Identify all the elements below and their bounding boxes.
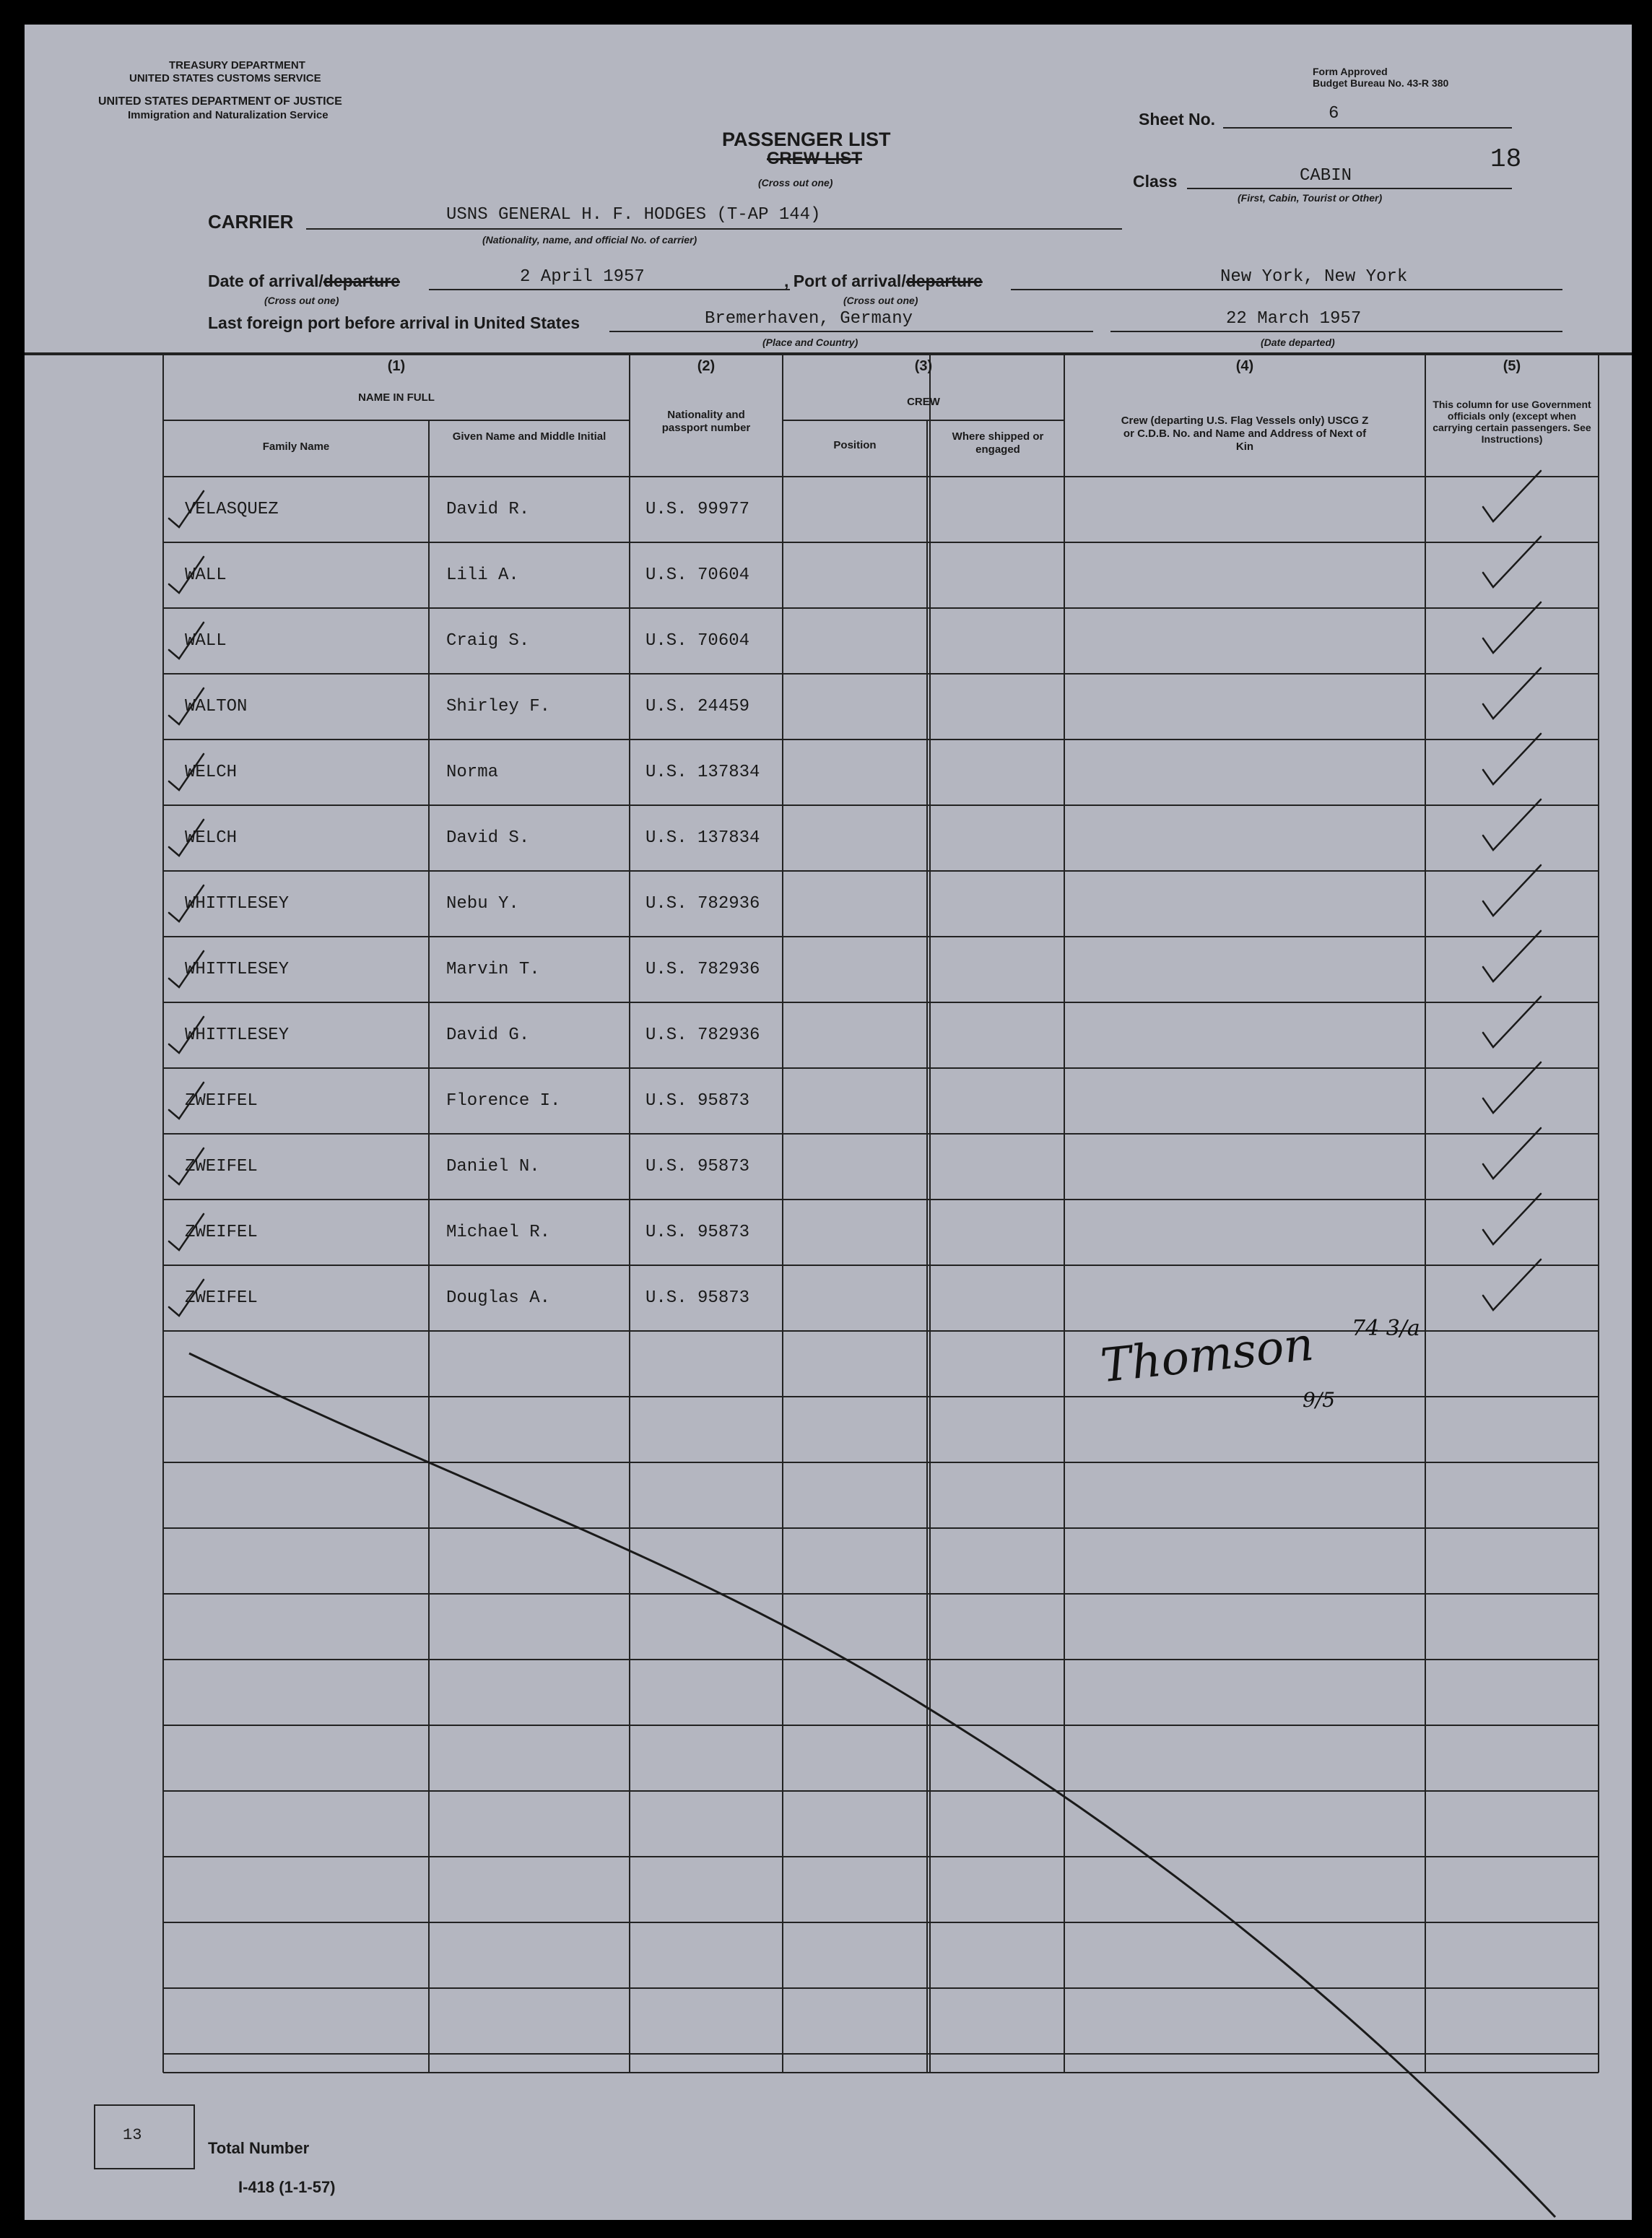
given-name: David G.	[446, 1025, 530, 1045]
official-check-mark	[1483, 865, 1541, 916]
col1-family: Family Name	[262, 441, 330, 453]
passport-number: U.S. 137834	[645, 763, 760, 782]
col3-title: CREW	[907, 396, 940, 408]
family-name: WELCH	[185, 763, 238, 782]
carrier-label: CARRIER	[208, 211, 294, 233]
table-grid	[25, 25, 1632, 2220]
cancel-diagonal	[189, 1353, 1555, 2217]
given-name: Shirley F.	[446, 697, 551, 716]
total-label: Total Number	[208, 2139, 310, 2157]
passenger-list-title: PASSENGER LIST	[722, 129, 891, 150]
last-port-value: Bremerhaven, Germany	[705, 309, 913, 329]
total-box	[94, 2104, 195, 2169]
passport-number: U.S. 782936	[645, 894, 760, 914]
official-check-mark	[1483, 1128, 1541, 1179]
passport-number: U.S. 95873	[645, 1091, 750, 1111]
customs-heading: UNITED STATES CUSTOMS SERVICE	[129, 72, 321, 84]
passport-number: U.S. 95873	[645, 1223, 750, 1242]
passport-number: U.S. 70604	[645, 631, 750, 651]
given-name: Florence I.	[446, 1091, 561, 1111]
budget-bureau: Budget Bureau No. 43-R 380	[1313, 77, 1449, 89]
passport-number: U.S. 70604	[645, 565, 750, 585]
date-arrival-label: Date of arrival/departure	[208, 272, 400, 290]
departed-hint: (Date departed)	[1261, 337, 1335, 348]
given-name: David S.	[446, 828, 530, 848]
col5-title: This column for use Government officials only (except when carrying certain passengers. See Instructions)	[1433, 399, 1591, 445]
col3-position: Position	[833, 439, 877, 451]
justice-heading: UNITED STATES DEPARTMENT OF JUSTICE	[98, 95, 342, 108]
family-name: WALL	[185, 631, 227, 651]
crew-list-title: CREW LIST	[767, 149, 862, 168]
col1-given: Given Name and Middle Initial	[452, 430, 607, 443]
official-check-mark	[1483, 1259, 1541, 1310]
official-check-mark	[1483, 602, 1541, 653]
family-name: ZWEIFEL	[185, 1091, 258, 1111]
family-name: ZWEIFEL	[185, 1157, 258, 1176]
passport-number: U.S. 782936	[645, 1025, 760, 1045]
note-bottom: 9/5	[1303, 1388, 1336, 1412]
official-check-mark	[1483, 931, 1541, 981]
treasury-heading: TREASURY DEPARTMENT	[169, 59, 305, 71]
given-name: David R.	[446, 500, 530, 519]
page-mark: 18	[1490, 144, 1522, 174]
family-name: WELCH	[185, 828, 238, 848]
class-hint: (First, Cabin, Tourist or Other)	[1238, 192, 1383, 204]
last-port-label: Last foreign port before arrival in United States	[208, 313, 581, 332]
form-approved: Form Approved	[1313, 66, 1388, 77]
passport-number: U.S. 782936	[645, 960, 760, 979]
sheet-label: Sheet No.	[1139, 110, 1216, 129]
col3-shipped: Where shipped or engaged	[952, 430, 1044, 456]
passport-number: U.S. 95873	[645, 1288, 750, 1308]
port-arrival-label: , Port of arrival/departure	[784, 272, 983, 290]
col4-number: (4)	[1235, 358, 1254, 374]
port-arrival-hint: (Cross out one)	[843, 295, 918, 306]
class-label: Class	[1133, 172, 1178, 191]
signature: Thomson	[1097, 1317, 1316, 1394]
family-name: WALTON	[185, 697, 248, 716]
official-check-mark	[1483, 1062, 1541, 1113]
date-arrival-hint: (Cross out one)	[264, 295, 339, 306]
family-name: WHITTLESEY	[185, 960, 290, 979]
family-name: WHITTLESEY	[185, 1025, 290, 1045]
official-check-mark	[1483, 471, 1541, 521]
port-arrival-value: New York, New York	[1220, 267, 1408, 287]
passport-number: U.S. 95873	[645, 1157, 750, 1176]
given-name: Douglas A.	[446, 1288, 551, 1308]
official-check-mark	[1483, 799, 1541, 850]
cross-out-hint: (Cross out one)	[758, 177, 833, 188]
total-value: 13	[123, 2126, 142, 2144]
given-name: Daniel N.	[446, 1157, 540, 1176]
family-name: VELASQUEZ	[185, 500, 279, 519]
departed-value: 22 March 1957	[1226, 309, 1362, 329]
official-check-mark	[1483, 537, 1541, 587]
given-name: Norma	[446, 763, 499, 782]
col3-number: (3)	[914, 358, 933, 374]
class-value: CABIN	[1300, 166, 1352, 186]
form-number: I-418 (1-1-57)	[238, 2178, 336, 2196]
official-check-mark	[1483, 1194, 1541, 1244]
note-top: 74 3/a	[1352, 1316, 1420, 1341]
col4-title: Crew (departing U.S. Flag Vessels only) USCG Z or C.D.B. No. and Name and Address of Next of Kin	[1121, 415, 1369, 453]
family-name: ZWEIFEL	[185, 1223, 258, 1242]
family-name: WALL	[185, 565, 227, 585]
last-port-hint: (Place and Country)	[762, 337, 858, 348]
passport-number: U.S. 99977	[645, 500, 750, 519]
given-name: Lili A.	[446, 565, 519, 585]
carrier-value: USNS GENERAL H. F. HODGES (T-AP 144)	[446, 205, 821, 225]
family-name: ZWEIFEL	[185, 1288, 258, 1308]
passport-number: U.S. 24459	[645, 697, 750, 716]
sheet-number: 6	[1329, 104, 1339, 123]
passport-number: U.S. 137834	[645, 828, 760, 848]
passenger-list-form	[25, 25, 1632, 2220]
carrier-hint: (Nationality, name, and official No. of carrier)	[482, 234, 697, 246]
given-name: Marvin T.	[446, 960, 540, 979]
col2-title: Nationality and passport number	[661, 409, 751, 434]
given-name: Nebu Y.	[446, 894, 519, 914]
col1-title: NAME IN FULL	[358, 391, 435, 404]
col1-number: (1)	[387, 358, 406, 374]
official-check-mark	[1483, 734, 1541, 784]
given-name: Craig S.	[446, 631, 530, 651]
col5-number: (5)	[1503, 358, 1521, 374]
ins-heading: Immigration and Naturalization Service	[128, 109, 329, 121]
family-name: WHITTLESEY	[185, 894, 290, 914]
given-name: Michael R.	[446, 1223, 551, 1242]
official-check-mark	[1483, 997, 1541, 1047]
official-check-mark	[1483, 668, 1541, 719]
col2-number: (2)	[697, 358, 716, 374]
date-arrival-value: 2 April 1957	[520, 267, 645, 287]
